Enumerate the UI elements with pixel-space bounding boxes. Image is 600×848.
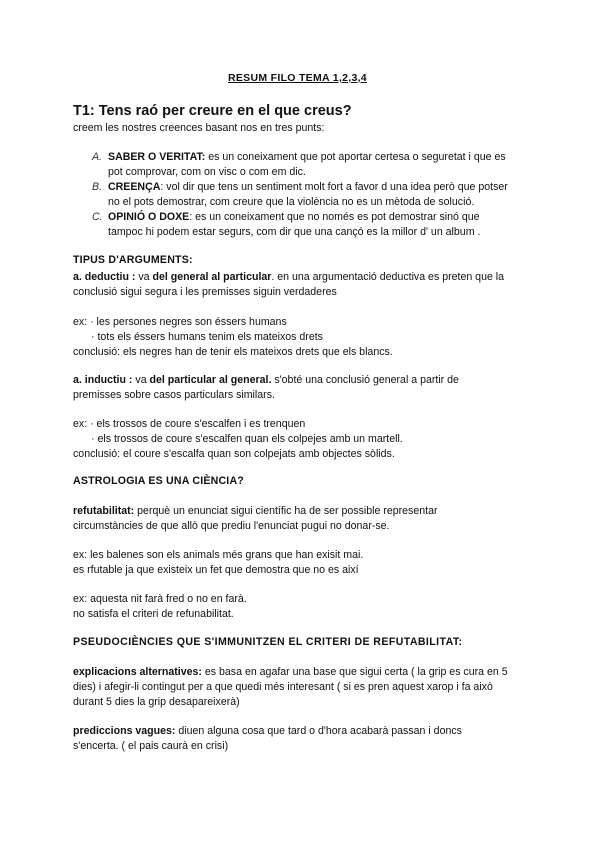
- inductiu-va: va: [132, 374, 150, 386]
- list-item-c-line1: [108, 210, 480, 225]
- refutabilitat-line1: [73, 504, 438, 519]
- ex2-line2: · els trossos de coure s'escalfen quan els colpejes amb un martell.: [91, 433, 403, 445]
- t1-heading: T1: Tens raó per creure en el que creus?: [73, 103, 352, 119]
- term-saber: SABER O VERITAT:: [108, 151, 206, 163]
- deductiu-bold: del general al particular: [152, 271, 272, 283]
- inductiu-line1: [73, 373, 459, 388]
- list-item-a: [92, 150, 102, 165]
- ex3-line2: es rfutable ja que existeix un fet que demostra que no es així: [73, 564, 359, 576]
- list-item-a-line1: [108, 150, 506, 165]
- list-marker: C.: [92, 211, 103, 223]
- list-marker: A.: [92, 151, 103, 163]
- list-item-c-text: : es un coneixament que no només es pot demostrar sinó que: [189, 211, 480, 223]
- refutabilitat-rest: perquè un enunciat sigui científic ha de ser possible representar: [134, 505, 438, 517]
- explicacions-line3: durant 5 dies la grip desapareixerà): [73, 696, 240, 708]
- inductiu-line2: premisses sobre casos particulars similars.: [73, 389, 275, 401]
- refutabilitat-term: refutabilitat:: [73, 505, 135, 517]
- inductiu-label: a. inductiu :: [73, 374, 133, 386]
- list-item-a-text: es un coneixament que pot aportar certesa o seguretat i que es: [205, 151, 506, 163]
- deductiu-line1: [73, 270, 504, 285]
- refutabilitat-line2: circumstàncies de que allò que prediu l'enunciat pugui no donar-se.: [73, 520, 390, 532]
- tipus-heading: TIPUS D'ARGUMENTS:: [73, 254, 193, 266]
- list-item-b: [92, 180, 102, 195]
- pseudociencies-heading: PSEUDOCIÈNCIES QUE S'IMMUNITZEN EL CRITERI DE REFUTABILITAT:: [73, 636, 463, 648]
- ex2-line3: conclusió: el coure s'escalfa quan son colpejats amb objectes sòlids.: [73, 448, 395, 460]
- prediccions-line1: [73, 724, 462, 739]
- astrologia-heading: ASTROLOGIA ES UNA CIÈNCIA?: [73, 475, 244, 487]
- term-opinio: OPINIÓ O DOXE: [108, 211, 190, 223]
- explicacions-line1: [73, 665, 508, 680]
- document-title: RESUM FILO TEMA 1,2,3,4: [228, 72, 367, 84]
- ex2-line1: ex: · els trossos de coure s'escalfen i es trenquen: [73, 418, 306, 430]
- inductiu-bold: del particular al general.: [149, 374, 272, 386]
- prediccions-rest: diuen alguna cosa que tard o d'hora acabarà passan i doncs: [175, 725, 462, 737]
- ex1-line2: · tots els éssers humans tenim els mateixos drets: [91, 331, 323, 343]
- list-item-b-line1: [108, 180, 508, 195]
- explicacions-term: explicacions alternatives:: [73, 666, 202, 678]
- ex4-line1: ex: aquesta nit farà fred o no en farà.: [73, 593, 247, 605]
- ex1-line1: ex: · les persones negres son éssers humans: [73, 316, 287, 328]
- prediccions-line2: s'encerta. ( el pais caurà en crisi): [73, 740, 229, 752]
- explicacions-line2: dies) i afegir-li contingut per a que quedi més interesant ( si es pren aquest xarop i fa això: [73, 681, 493, 693]
- inductiu-rest: s'obté una conclusió general a partir de: [271, 374, 459, 386]
- deductiu-line2: conclusió sigui segura i les premisses siguin verdaderes: [73, 286, 337, 298]
- deductiu-rest: . en una argumentació deductiva es preten que la: [271, 271, 505, 283]
- deductiu-va: va: [135, 271, 153, 283]
- list-item-c: [92, 210, 103, 225]
- ex3-line1: ex: les balenes son els animals més grans que han exisit mai.: [73, 549, 364, 561]
- deductiu-label: a. deductiu :: [73, 271, 136, 283]
- t1-intro: creem les nostres creences basant nos en tres punts:: [73, 122, 325, 134]
- explicacions-rest: es basa en agafar una base que sigui certa ( la grip es cura en 5: [201, 666, 508, 678]
- prediccions-term: prediccions vagues:: [73, 725, 176, 737]
- list-item-b-text: : vol dir que tens un sentiment molt fort a favor d una idea però que potser: [160, 181, 508, 193]
- list-marker: B.: [92, 181, 103, 193]
- term-creenca: CREENÇA: [108, 181, 161, 193]
- list-item-b-line2: no el pots demostrar, com creure que la violència no es un mètoda de solució.: [108, 196, 475, 208]
- ex4-line2: no satisfa el criteri de refunabilitat.: [73, 608, 234, 620]
- list-item-a-line2: pot comprovar, com on visc o com em dic.: [108, 166, 306, 178]
- ex1-line3: conclusió: els negres han de tenir els mateixos drets que els blancs.: [73, 346, 393, 358]
- list-item-c-line2: tampoc hi podem estar segurs, com dir que una cançó es la millor d' un album .: [108, 226, 481, 238]
